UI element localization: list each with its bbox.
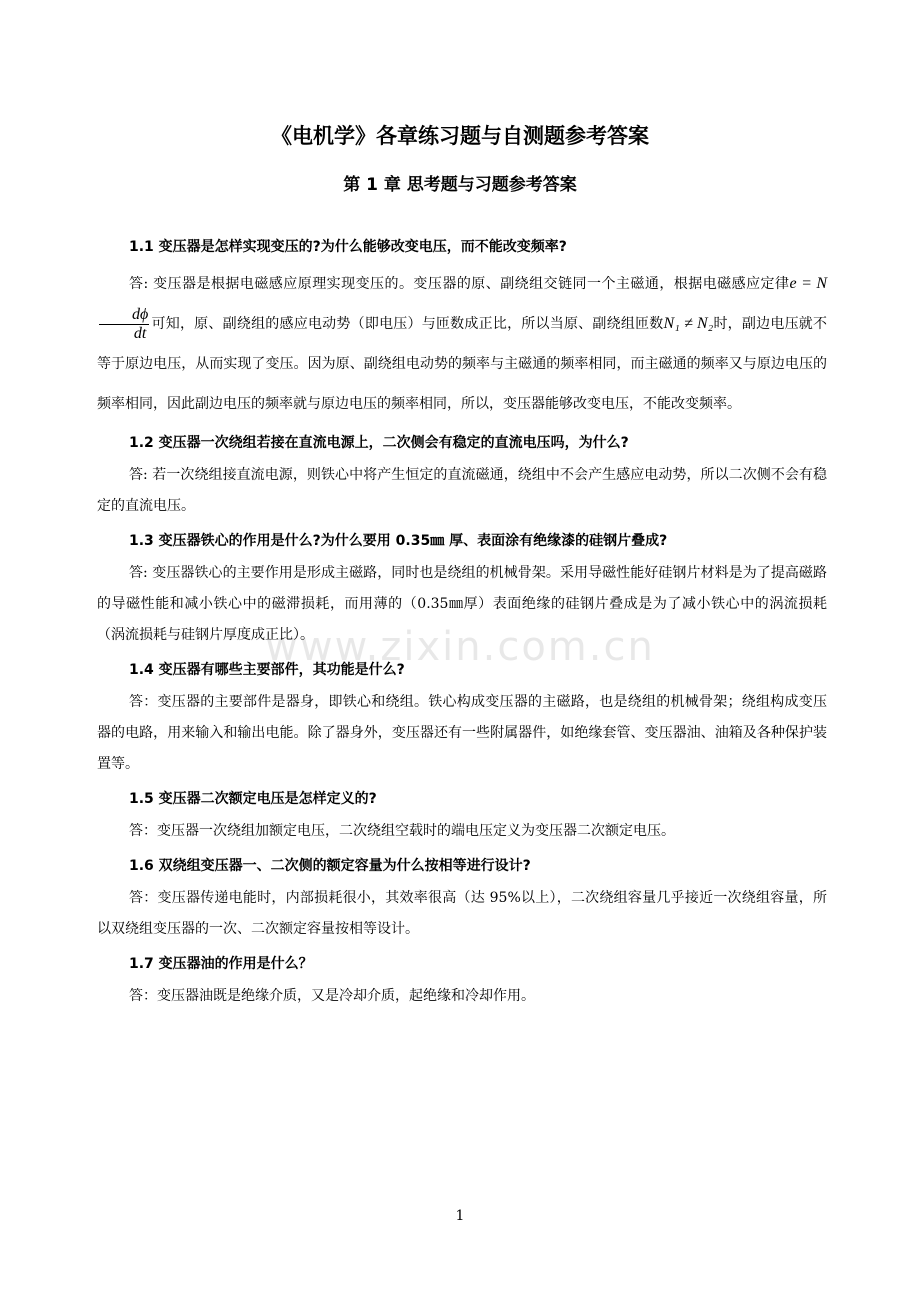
document-title: 《电机学》各章练习题与自测题参考答案 <box>271 124 649 148</box>
turns-inequality: N₁ ≠ N₂ <box>663 315 714 332</box>
emf-formula-fraction <box>99 306 149 343</box>
answer-1-2: 答: 若一次绕组接直流电源，则铁心中将产生恒定的直流磁通，绕组中不会产生感应电动势，所以二次侧不会有稳定的直流电压。 <box>97 467 827 514</box>
answer-1-4: 答：变压器的主要部件是器身，即铁心和绕组。铁心构成变压器的主磁路，也是绕组的机械骨架；绕组构成变压器的电路，用来输入和输出电能。除了器身外，变压器还有一些附属器件，如绝缘套管、变压器油、油箱及各种保护装置等。 <box>97 694 827 772</box>
question-1-7: 1.7 变压器油的作用是什么？ <box>129 956 313 972</box>
answer-1-5: 答：变压器一次绕组加额定电压，二次绕组空载时的端电压定义为变压器二次额定电压。 <box>129 823 675 839</box>
question-1-2: 1.2 变压器一次绕组若接在直流电源上，二次侧会有稳定的直流电压吗，为什么? <box>129 435 629 451</box>
question-1-4: 1.4 变压器有哪些主要部件，其功能是什么? <box>129 662 405 678</box>
answer-1-3: 答: 变压器铁心的主要作用是形成主磁路，同时也是绕组的机械骨架。采用导磁性能好硅钢片材料是为了提高磁路的导磁性能和减小铁心中的磁滞损耗，而用薄的（0.35㎜厚）表面绝缘的硅钢片叠成是为了减小铁心中的涡流损耗（涡流损耗与硅钢片厚度成正比）。 <box>97 565 827 643</box>
answer-1-1-text-b: 可知，原、副绕组的感应电动势（即电压）与匝数成正比，所以当原、副绕组匝数 <box>151 316 664 332</box>
question-1-6: 1.6 双绕组变压器一、二次侧的额定容量为什么按相等进行设计? <box>129 858 531 874</box>
chapter-heading: 第 1 章 思考题与习题参考答案 <box>343 175 577 195</box>
question-1-5: 1.5 变压器二次额定电压是怎样定义的? <box>129 791 377 807</box>
emf-formula-lhs: e = N <box>789 275 827 292</box>
fraction-numerator: dϕ <box>99 306 149 325</box>
fraction-denominator: dt <box>133 324 147 342</box>
answer-1-6: 答：变压器传递电能时，内部损耗很小，其效率很高（达 95%以上），二次绕组容量几乎接近一次绕组容量，所以双绕组变压器的一次、二次额定容量按相等设计。 <box>97 890 827 937</box>
answer-1-7: 答：变压器油既是绝缘介质，又是冷却介质，起绝缘和冷却作用。 <box>129 988 535 1004</box>
qa-section <box>97 232 827 1016</box>
question-1-1: 1.1 变压器是怎样实现变压的?为什么能够改变电压，而不能改变频率? <box>129 239 567 255</box>
answer-1-1-text-a: 答: 变压器是根据电磁感应原理实现变压的。变压器的原、副绕组交链同一个主磁通，根据电磁感应定律 <box>129 276 790 292</box>
watermark: www.zixin.com.cn <box>265 624 655 670</box>
answer-1-1 <box>97 264 827 424</box>
page-number: 1 <box>455 1208 465 1224</box>
question-1-3: 1.3 变压器铁心的作用是什么?为什么要用 0.35㎜ 厚、表面涂有绝缘漆的硅钢片叠成? <box>129 533 668 549</box>
answer-1-1-text-c: 时，副边电压就不等于原边电压，从而实现了变压。因为原、副绕组电动势的频率与主磁通的频率相同，而主磁通的频率又与原边电压的频率相同，因此副边电压的频率就与原边电压的频率相同，所以，变压器能够改变电压，不能改变频率。 <box>97 316 828 412</box>
